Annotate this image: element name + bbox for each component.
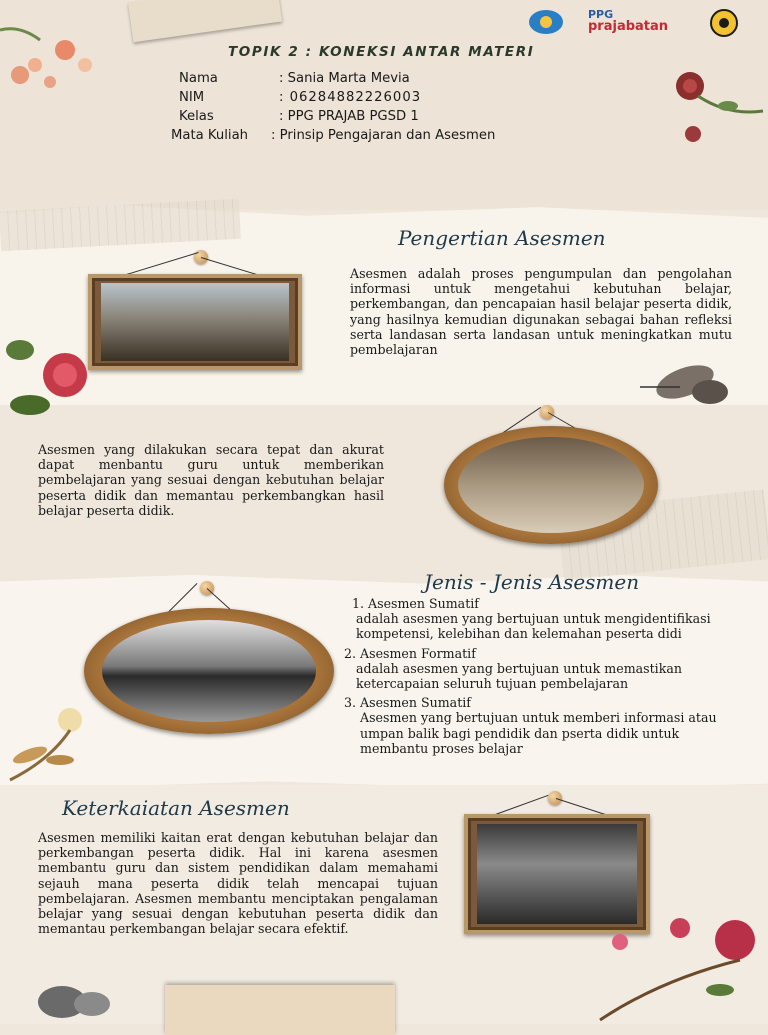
identity-row [171, 69, 495, 88]
ppg-logo-text: PPG [588, 8, 614, 21]
section-heading: Pengertian Asesmen [398, 226, 606, 250]
ppg-logo [588, 8, 688, 40]
section-heading: Jenis - Jenis Asesmen [424, 570, 640, 594]
asesmen-type-title: 3. Asesmen Sumatif [344, 695, 471, 711]
butterfly-icon [630, 362, 740, 412]
ministry-logo-icon [527, 8, 565, 36]
museum-hall-picture [444, 426, 658, 544]
identity-row [171, 126, 495, 145]
flower-cluster-icon [0, 20, 110, 100]
rose-icon [540, 900, 768, 1024]
colosseum-image [101, 283, 289, 361]
section-text: Asesmen memiliki kaitan erat dengan kebutuhan belajar dan perkembangan peserta didik. Hal ini karena asesmen membantu guru dan sistem pendidikan dalam memahami sejauh mana peserta didik telah mencapai tujuan pembelajaran. Asesmen membantu menciptakan pengalaman belajar yang sesuai dengan kebutuhan peserta didik dan memantau perkembangan belajar secara efektif. [38, 830, 438, 937]
identity-value: : 06284882226003 [279, 90, 422, 105]
page-title: TOPIK 2 : KONEKSI ANTAR MATERI [228, 44, 535, 60]
section-heading: Keterkaiatan Asesmen [62, 796, 290, 820]
identity-value: : PPG PRAJAB PGSD 1 [279, 109, 419, 124]
butterfly-icon [22, 978, 122, 1024]
old-book-image [165, 985, 395, 1035]
dried-flower-icon [0, 700, 130, 790]
museum-hall-image [458, 437, 644, 533]
rose-icon [0, 320, 110, 430]
colosseum-picture [88, 274, 302, 370]
identity-row [171, 88, 495, 107]
canal-image [102, 620, 316, 722]
identity-label: Kelas [179, 109, 214, 124]
asesmen-type-list [344, 596, 764, 756]
asesmen-type-title: 2. Asesmen Formatif [344, 645, 476, 661]
ppg-logo-subtext: prajabatan [588, 19, 669, 34]
asesmen-type-desc: Asesmen yang bertujuan untuk memberi informasi atau umpan balik bagi pendidik dan pserta didik untuk membantu proses belajar [360, 710, 717, 756]
identity-label: Mata Kuliah [171, 128, 249, 143]
rose-icon [668, 66, 768, 146]
identity-label: NIM [179, 90, 205, 105]
asesmen-type-desc: adalah asesmen yang bertujuan untuk memastikan ketercapaian seluruh tujuan pembelajaran [356, 660, 682, 692]
section-text: Asesmen adalah proses pengumpulan dan pengolahan informasi untuk mengetahui kebutuhan belajar, perkembangan, dan pencapaian hasil belajar peserta didik, yang hasilnya kemudian digunakan sebagai bahan refleksi serta landasan serta landasan untuk meningkatkan mutu pembelajaran [350, 266, 732, 358]
identity-block [171, 69, 495, 145]
identity-label: Nama [179, 71, 218, 86]
section-text: Asesmen yang dilakukan secara tepat dan akurat dapat menbantu guru untuk memberikan pembelajaran yang sesuai dengan kebutuhan belajar peserta didik dan memantau perkembangkan hasil belajar peserta didik. [38, 442, 384, 518]
asesmen-type-desc: adalah asesmen yang bertujuan untuk mengidentifikasi kompetensi, kelebihan dan kelemahan peserta didi [356, 611, 711, 642]
identity-row [171, 107, 495, 126]
university-logo-icon [706, 8, 742, 38]
identity-value: : Sania Marta Mevia [279, 71, 410, 86]
asesmen-type-title: 1. Asesmen Sumatif [352, 596, 479, 611]
identity-value: : Prinsip Pengajaran dan Asesmen [271, 128, 496, 143]
